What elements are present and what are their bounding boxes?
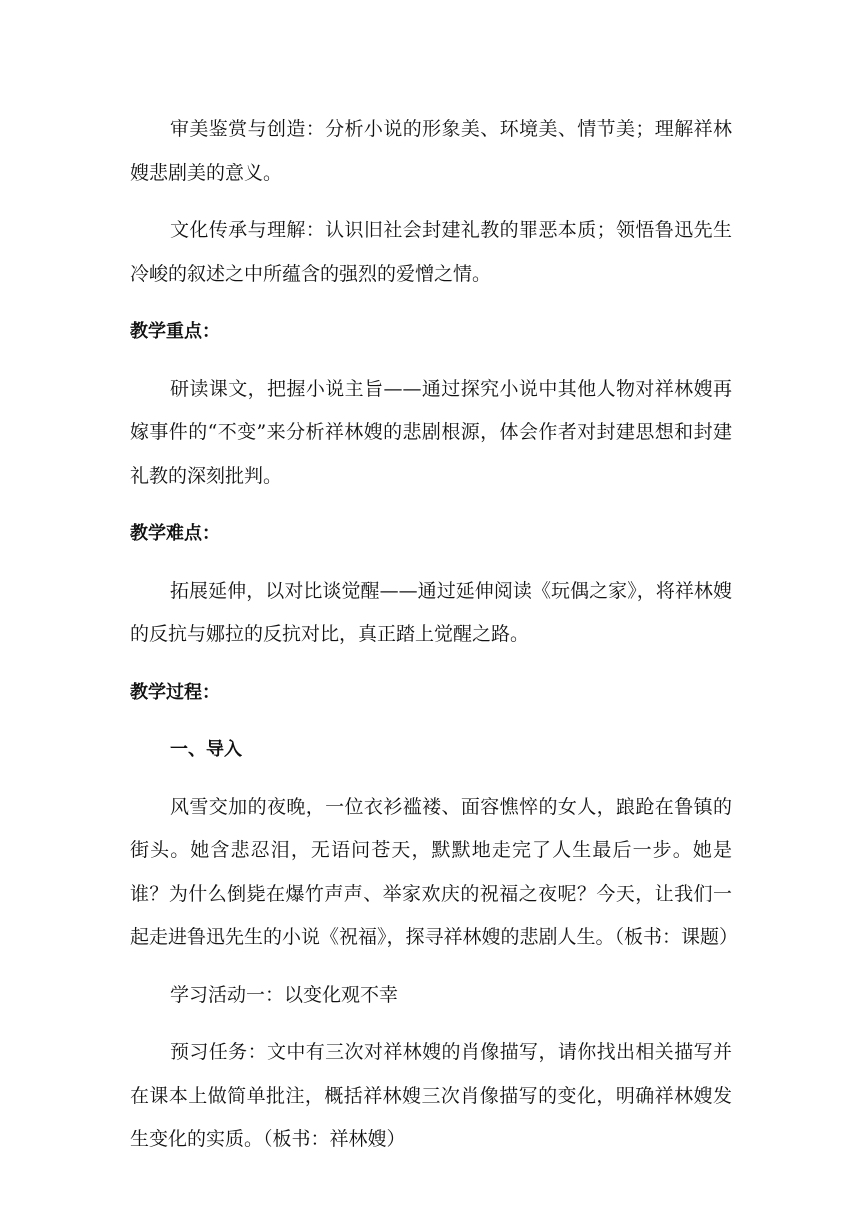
difficulty-heading: 教学难点： <box>130 523 220 544</box>
culture-paragraph: 文化传承与理解：认识旧社会封建礼教的罪恶本质；领悟鲁迅先生冷峻的叙述之中所蕴含的强烈的爱憎之情。 <box>130 219 732 285</box>
process-heading: 教学过程： <box>130 681 220 703</box>
aesthetic-paragraph: 审美鉴赏与创造：分析小说的形象美、环境美、情节美；理解祥林嫂悲剧美的意义。 <box>130 118 732 184</box>
intro-heading: 一、导入 <box>170 739 242 760</box>
preview-task-paragraph: 预习任务：文中有三次对祥林嫂的肖像描写，请你找出相关描写并在课本上做简单批注，概括祥林嫂三次肖像描写的变化，明确祥林嫂发生变化的实质。（板书：祥林嫂） <box>130 1041 732 1150</box>
key-point-heading: 教学重点： <box>130 321 220 342</box>
activity-one-title: 学习活动一：以变化观不幸 <box>170 983 399 1006</box>
document-page <box>130 108 739 1162</box>
difficulty-paragraph: 拓展延伸，以对比谈觉醒——通过延伸阅读《玩偶之家》，将祥林嫂的反抗与娜拉的反抗对比，真正踏上觉醒之路。 <box>130 579 732 645</box>
intro-paragraph: 风雪交加的夜晚，一位衣衫褴褛、面容憔悴的女人，踉跄在鲁镇的街头。她含悲忍泪，无语问苍天，默默地走完了人生最后一步。她是谁？为什么倒毙在爆竹声声、举家欢庆的祝福之夜呢？今天，让我们一起走进鲁迅先生的小说《祝福》，探寻祥林嫂的悲剧人生。（板书：课题） <box>130 795 739 948</box>
key-point-paragraph: 研读课文，把握小说主旨——通过探究小说中其他人物对祥林嫂再嫁事件的“不变”来分析祥林嫂的悲剧根源，体会作者对封建思想和封建礼教的深刻批判。 <box>130 377 732 487</box>
